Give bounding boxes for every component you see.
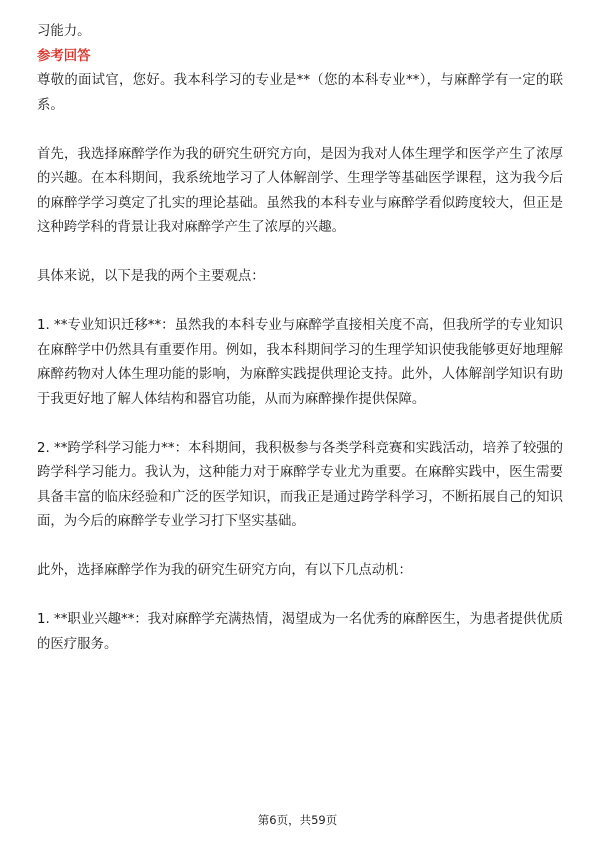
document-body	[37, 20, 563, 657]
continuation-text: 习能力。	[37, 24, 91, 39]
paragraph-intro-points: 具体来说，以下是我的两个主要观点：	[37, 269, 265, 284]
paragraph-motives-intro: 此外，选择麻醉学作为我的研究生研究方向，有以下几点动机：	[37, 563, 412, 578]
paragraph-gap	[37, 584, 563, 609]
paragraph-greeting: 尊敬的面试官，您好。我本科学习的专业是**（您的本科专业**），与麻醉学有一定的联系。	[37, 73, 563, 113]
paragraph-gap	[37, 290, 563, 315]
paragraph-gap	[37, 118, 563, 143]
paragraph-gap	[37, 412, 563, 437]
paragraph-motive-1: 1. **职业兴趣**：我对麻醉学充满热情，渴望成为一名优秀的麻醉医生，为患者提供优质的医疗服务。	[37, 612, 563, 652]
paragraph-point-2: 2. **跨学科学习能力**：本科期间，我积极参与各类学科竞赛和实践活动，培养了较强的跨学科学习能力。我认为，这种能力对于麻醉学专业尤为重要。在麻醉实践中，医生需要具备丰富的临床经验和广泛的医学知识，而我正是通过跨学科学习，不断拓展自己的知识面，为今后的麻醉学专业学习打下坚实基础。	[37, 440, 563, 529]
answer-heading: 参考回答	[37, 48, 91, 64]
paragraph-point-1: 1. **专业知识迁移**：虽然我的本科专业与麻醉学直接相关度不高，但我所学的专业知识在麻醉学中仍然具有重要作用。例如，我本科期间学习的生理学知识使我能够更好地理解麻醉药物对人体生理功能的影响，为麻醉实践提供理论支持。此外，人体解剖学知识有助于我更好地了解人体结构和器官功能，从而为麻醉操作提供保障。	[37, 318, 563, 407]
page-number: 第6页，共59页	[257, 813, 338, 827]
paragraph-motivation: 首先，我选择麻醉学作为我的研究生研究方向，是因为我对人体生理学和医学产生了浓厚的兴趣。在本科期间，我系统地学习了人体解剖学、生理学等基础医学课程，这为我今后的麻醉学学习奠定了扎实的理论基础。虽然我的本科专业与麻醉学看似跨度较大，但正是这种跨学科的背景让我对麻醉学产生了浓厚的兴趣。	[37, 146, 563, 235]
paragraph-gap	[37, 535, 563, 560]
paragraph-gap	[37, 241, 563, 266]
